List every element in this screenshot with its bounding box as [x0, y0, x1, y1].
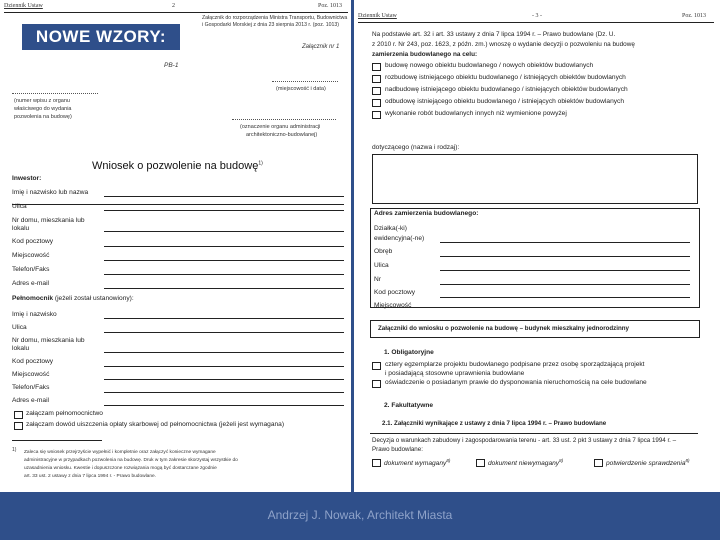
decision-line-1: Decyzja o warunkach zabudowy i zagospodarowania terenu - art. 33 ust. 2 pkt 3 ustawy z dnia 7 lipca 1994 r. – [372, 437, 677, 444]
mandatory-item-project-line-2: i posiadającą stosowne uprawnienia budowlane [385, 370, 525, 377]
proxy-field-postcode-label: Kod pocztowy [12, 358, 54, 365]
decision-option-required: dokument wymagany$^{8)}$ [384, 458, 451, 468]
investor-postcode-input[interactable] [104, 240, 344, 247]
left-header-journal: Dziennik Ustaw [4, 3, 43, 9]
right-header-page-number: - 3 - [532, 13, 542, 19]
applicant-note-line-3: pozwolenia na budowę) [14, 114, 72, 120]
left-form-page [0, 0, 352, 492]
footnote-line-3: uzasadnienia wniosku. Kwestie i dopuszczone rozwiązania mogą być dostarczane zgodnie [24, 466, 217, 471]
proxy-field-street-label: Ulica [12, 324, 27, 331]
address-heading: Adres zamierzenia budowlanego: [374, 210, 479, 217]
proxy-phone-input[interactable] [104, 386, 344, 393]
investor-name-input[interactable] [104, 190, 344, 197]
mandatory-heading: 1. Obligatoryjne [384, 349, 434, 356]
investor-field-house-label: Nr domu, mieszkania lub [12, 217, 85, 224]
address-field-postcode-label: Kod pocztowy [374, 289, 416, 296]
optional-heading: 2. Fakultatywne [384, 402, 434, 409]
new-forms-banner: NOWE WZORY: [22, 24, 180, 50]
address-street-input[interactable] [440, 264, 690, 271]
stamp-fee-label: załączam dowód uiszczenia opłaty skarbowej od pełnomocnictwa (jeżeli jest wymagana) [26, 421, 285, 428]
proxy-field-email-label: Adres e-mail [12, 397, 50, 404]
mandatory-checkbox-project[interactable] [372, 362, 381, 370]
power-of-attorney-label: załączam pełnomocnictwo [26, 410, 103, 417]
address-field-precinct-label: Obręb [374, 248, 393, 255]
footnote-rule [12, 440, 102, 441]
investor-field-city-label: Miejscowość [12, 252, 50, 259]
purpose-option-reconstruction: odbudowę istniejącego obiektu budowlanego / istniejących obiektów budowlanych [385, 98, 625, 105]
mandatory-item-declaration: oświadczenie o posiadanym prawie do dysponowania nieruchomością na cele budowlane [385, 379, 647, 386]
authority-note-line-2: architektoniczno-budowlanej) [246, 132, 318, 138]
investor-email-input[interactable] [104, 282, 344, 289]
purpose-checkbox-other-works[interactable] [372, 111, 381, 119]
form-code: PB-1 [164, 62, 179, 69]
footnote-line-1: Zaleca się wniosek przejrzyście wypełnić i kompletnie oraz załączyć konieczne wymagane [24, 450, 216, 455]
address-field-number-label: Nr [374, 276, 381, 283]
investor-field-street-label: Ulica [12, 203, 27, 210]
place-date-line [272, 80, 338, 82]
proxy-city-input[interactable] [104, 373, 344, 380]
power-of-attorney-checkbox[interactable] [14, 411, 23, 419]
purpose-option-new: budowę nowego obiektu budowlanego / nowych obiektów budowlanych [385, 62, 594, 69]
stamp-fee-checkbox[interactable] [14, 422, 23, 430]
proxy-postcode-input[interactable] [104, 360, 344, 367]
investor-heading: Inwestor: [12, 175, 42, 182]
left-header-rule [4, 12, 348, 13]
authority-note-line-1: (oznaczenie organu administracji [240, 124, 321, 130]
decision-rule [370, 433, 698, 434]
investor-field-phone-label: Telefon/Faks [12, 266, 50, 273]
address-plot-input[interactable] [440, 236, 690, 243]
proxy-field-house-label-2: lokalu [12, 345, 30, 352]
address-field-plot-label: Działka(-ki) [374, 225, 407, 232]
authority-line [232, 118, 336, 120]
investor-field-email-label: Adres e-mail [12, 280, 50, 287]
applicant-note-line-1: (numer wpisu z organu [14, 98, 70, 104]
left-header-page-number: 2 [172, 3, 175, 9]
intro-line-1: Na podstawie art. 32 i art. 33 ustawy z dnia 7 lipca 1994 r. – Prawo budowlane (Dz. U. [372, 31, 616, 38]
optional-subheading: 2.1. Załączniki wynikające z ustawy z dnia 7 lipca 1994 r. – Prawo budowlane [382, 420, 607, 427]
proxy-house-input[interactable] [104, 346, 344, 353]
investor-field-postcode-label: Kod pocztowy [12, 238, 54, 245]
footer-author: Andrzej J. Nowak, Architekt Miasta [267, 508, 453, 522]
investor-field-name-label: Imię i nazwisko lub nazwa [12, 189, 89, 196]
purpose-checkbox-superstructure[interactable] [372, 87, 381, 95]
concerning-label: dotyczącego (nazwa i rodzaj): [372, 144, 460, 151]
decision-checkbox-required[interactable] [372, 459, 381, 467]
address-field-city-label: Miejscowość [374, 302, 412, 309]
footnote-line-2: administracyjne w przypadkach pozwolenia na budowę. Druk w tym zakresie skorzystaj wszystkie do [24, 458, 238, 463]
right-header-rule [358, 22, 714, 23]
form-title: Wniosek o pozwolenie na budowę$^{1)}$ [92, 160, 263, 172]
address-postcode-input[interactable] [440, 291, 690, 298]
annex-number: Załącznik nr 1 [302, 44, 340, 50]
proxy-street-input[interactable] [104, 326, 344, 333]
proxy-field-city-label: Miejscowość [12, 371, 50, 378]
decision-checkbox-verification[interactable] [594, 459, 603, 467]
purpose-checkbox-reconstruction[interactable] [372, 99, 381, 107]
investor-city-input[interactable] [104, 254, 344, 261]
investor-phone-input[interactable] [104, 268, 344, 275]
intro-line-2: z 2010 r. Nr 243, poz. 1623, z późn. zm.) wnoszę o wydanie decyzji o pozwoleniu na budowę [372, 41, 635, 48]
purpose-option-superstructure: nadbudowę istniejącego obiektu budowlanego / istniejących obiektów budowlanych [385, 86, 628, 93]
purpose-option-extension: rozbudowę istniejącego obiektu budowlanego / istniejących obiektów budowlanych [385, 74, 626, 81]
applicant-note-line-2: właściwego do wydania [14, 106, 72, 112]
decision-checkbox-not-required[interactable] [476, 459, 485, 467]
footnote-number: 1) [12, 447, 17, 453]
proxy-heading: Pełnomocnik (jeżeli został ustanowiony): [12, 295, 134, 302]
investor-house-input[interactable] [104, 225, 344, 232]
applicant-number-line [12, 92, 98, 94]
intro-line-3: zamierzenia budowlanego na celu: [372, 51, 478, 58]
purpose-checkbox-extension[interactable] [372, 75, 381, 83]
investor-street-input[interactable] [104, 204, 344, 211]
right-header-position: Poz. 1013 [682, 13, 706, 19]
address-precinct-input[interactable] [440, 250, 690, 257]
decision-line-2: Prawo budowlane: [372, 446, 423, 453]
proxy-email-input[interactable] [104, 399, 344, 406]
proxy-field-name-label: Imię i nazwisko [12, 311, 57, 318]
address-field-plot-label-2: ewidencyjna(-ne) [374, 235, 425, 242]
mandatory-checkbox-declaration[interactable] [372, 380, 381, 388]
address-number-input[interactable] [440, 278, 690, 285]
place-date-label: (miejscowość i data) [276, 86, 326, 92]
proxy-field-phone-label: Telefon/Faks [12, 384, 50, 391]
footnote-line-4: art. 33 ust. 2 ustawy z dnia 7 lipca 1994 r. - Prawo budowlane. [24, 474, 156, 479]
right-form-page [354, 0, 720, 492]
attachments-title: Załączniki do wniosku o pozwolenie na budowę – budynek mieszkalny jednorodzinny [378, 325, 629, 332]
right-header-journal: Dziennik Ustaw [358, 13, 397, 19]
annex-subtitle: i Gospodarki Morskiej z dnia 23 sierpnia 2013 r. (poz. 1013) [202, 22, 339, 28]
left-header-position: Poz. 1013 [318, 3, 342, 9]
purpose-option-other-works: wykonanie robót budowlanych innych niż wymienione powyżej [385, 110, 567, 117]
proxy-name-input[interactable] [104, 312, 344, 319]
proxy-field-house-label: Nr domu, mieszkania lub [12, 337, 85, 344]
address-field-street-label: Ulica [374, 262, 389, 269]
annex-title: Załącznik do rozporządzenia Ministra Transportu, Budownictwa [202, 15, 348, 21]
concerning-textarea[interactable] [372, 154, 698, 204]
mandatory-item-project-line-1: cztery egzemplarze projektu budowlanego podpisane przez osobę sporządzającą projekt [385, 361, 645, 368]
decision-option-verification: potwierdzenie sprawdzenia$^{8)}$ [606, 458, 690, 468]
decision-option-not-required: dokument niewymagany$^{8)}$ [488, 458, 564, 468]
purpose-checkbox-new[interactable] [372, 63, 381, 71]
investor-field-house-label-2: lokalu [12, 225, 30, 232]
